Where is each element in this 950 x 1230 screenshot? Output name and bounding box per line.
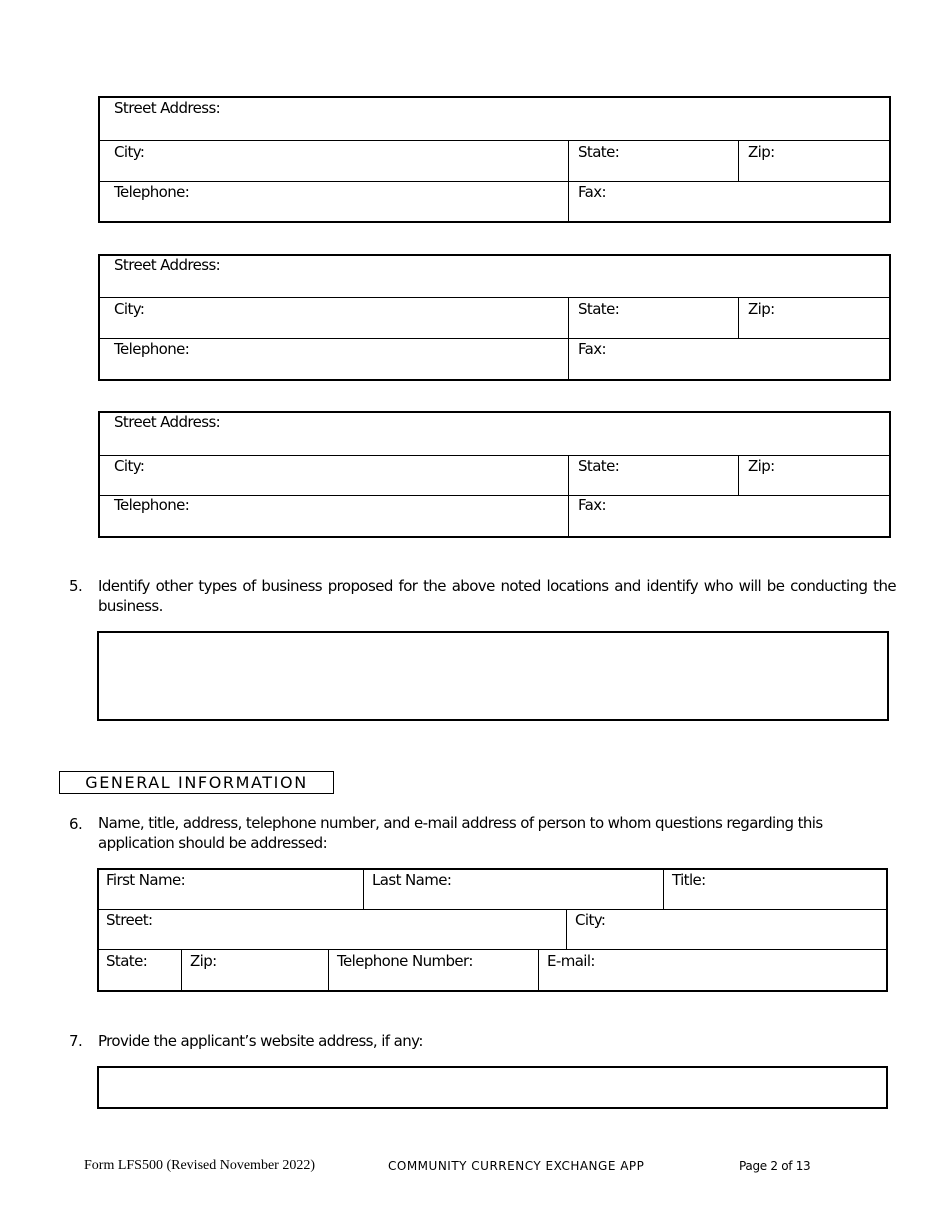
website-address-field[interactable] xyxy=(97,1066,888,1109)
question-6-number: 6. xyxy=(69,815,83,833)
telephone-field[interactable] xyxy=(200,497,564,535)
city-field[interactable] xyxy=(160,300,564,335)
telephone-number-label: Telephone Number: xyxy=(337,952,473,970)
last-name-label: Last Name: xyxy=(372,871,452,889)
city-label: City: xyxy=(114,143,145,161)
city-field[interactable] xyxy=(612,911,884,947)
fax-label: Fax: xyxy=(578,183,606,201)
telephone-label: Telephone: xyxy=(114,340,190,358)
divider xyxy=(98,455,891,456)
city-field[interactable] xyxy=(160,457,564,492)
state-label: State: xyxy=(578,457,620,475)
divider xyxy=(98,495,891,496)
fax-label: Fax: xyxy=(578,340,606,358)
first-name-field[interactable] xyxy=(190,871,360,907)
fax-field[interactable] xyxy=(615,184,887,220)
state-field[interactable] xyxy=(625,457,735,492)
question-6-text: Name, title, address, telephone number, and e-mail address of person to whom questions regarding this application should be addressed: xyxy=(98,814,823,852)
divider xyxy=(97,909,888,910)
street-address-field[interactable] xyxy=(230,413,885,452)
state-label: State: xyxy=(106,952,148,970)
state-field[interactable] xyxy=(145,952,178,989)
city-field[interactable] xyxy=(160,143,564,178)
state-label: State: xyxy=(578,143,620,161)
street-address-label: Street Address: xyxy=(114,99,221,117)
zip-field[interactable] xyxy=(785,143,887,178)
question-5-text: Identify other types of business proposed for the above noted locations and identify who will be conducting the business. xyxy=(98,577,896,615)
divider xyxy=(97,949,888,950)
fax-label: Fax: xyxy=(578,496,606,514)
divider xyxy=(328,949,329,992)
divider xyxy=(98,297,891,298)
footer-app-name: COMMUNITY CURRENCY EXCHANGE APP xyxy=(388,1159,645,1173)
first-name-label: First Name: xyxy=(106,871,186,889)
divider xyxy=(568,455,569,538)
telephone-label: Telephone: xyxy=(114,183,190,201)
other-business-answer-box[interactable] xyxy=(97,631,889,721)
question-7-number: 7. xyxy=(69,1032,83,1050)
divider xyxy=(181,949,182,992)
fax-field[interactable] xyxy=(615,341,887,378)
telephone-field[interactable] xyxy=(200,341,564,378)
divider xyxy=(363,868,364,909)
zip-label: Zip: xyxy=(748,457,775,475)
footer-form-id: Form LFS500 (Revised November 2022) xyxy=(84,1158,315,1173)
state-field[interactable] xyxy=(625,143,735,178)
zip-field[interactable] xyxy=(785,300,887,335)
state-label: State: xyxy=(578,300,620,318)
city-label: City: xyxy=(114,457,145,475)
telephone-label: Telephone: xyxy=(114,496,190,514)
fax-field[interactable] xyxy=(615,497,887,535)
title-label: Title: xyxy=(672,871,706,889)
zip-field[interactable] xyxy=(220,952,325,989)
divider xyxy=(738,297,739,338)
divider xyxy=(566,909,567,949)
divider xyxy=(98,181,891,182)
zip-field[interactable] xyxy=(785,457,887,492)
street-address-label: Street Address: xyxy=(114,256,221,274)
telephone-field[interactable] xyxy=(200,184,564,220)
footer-page-number: Page 2 of 13 xyxy=(739,1159,811,1173)
street-field[interactable] xyxy=(155,911,563,947)
divider xyxy=(663,868,664,909)
divider xyxy=(738,140,739,181)
state-field[interactable] xyxy=(625,300,735,335)
email-label: E-mail: xyxy=(547,952,595,970)
title-field[interactable] xyxy=(712,871,884,907)
street-address-field[interactable] xyxy=(230,99,885,137)
divider xyxy=(98,140,891,141)
telephone-number-field[interactable] xyxy=(475,952,535,989)
divider xyxy=(98,338,891,339)
zip-label: Zip: xyxy=(748,143,775,161)
divider xyxy=(738,455,739,495)
divider xyxy=(568,297,569,381)
question-5-number: 5. xyxy=(69,577,83,595)
city-label: City: xyxy=(575,911,606,929)
zip-label: Zip: xyxy=(748,300,775,318)
question-7-text: Provide the applicant’s website address, if any: xyxy=(98,1032,423,1050)
zip-label: Zip: xyxy=(190,952,217,970)
street-address-field[interactable] xyxy=(230,256,885,294)
divider xyxy=(568,140,569,223)
last-name-field[interactable] xyxy=(452,871,660,907)
section-title-general-information: GENERAL INFORMATION xyxy=(59,771,334,794)
email-field[interactable] xyxy=(600,952,884,989)
street-label: Street: xyxy=(106,911,153,929)
divider xyxy=(538,949,539,992)
street-address-label: Street Address: xyxy=(114,413,221,431)
city-label: City: xyxy=(114,300,145,318)
